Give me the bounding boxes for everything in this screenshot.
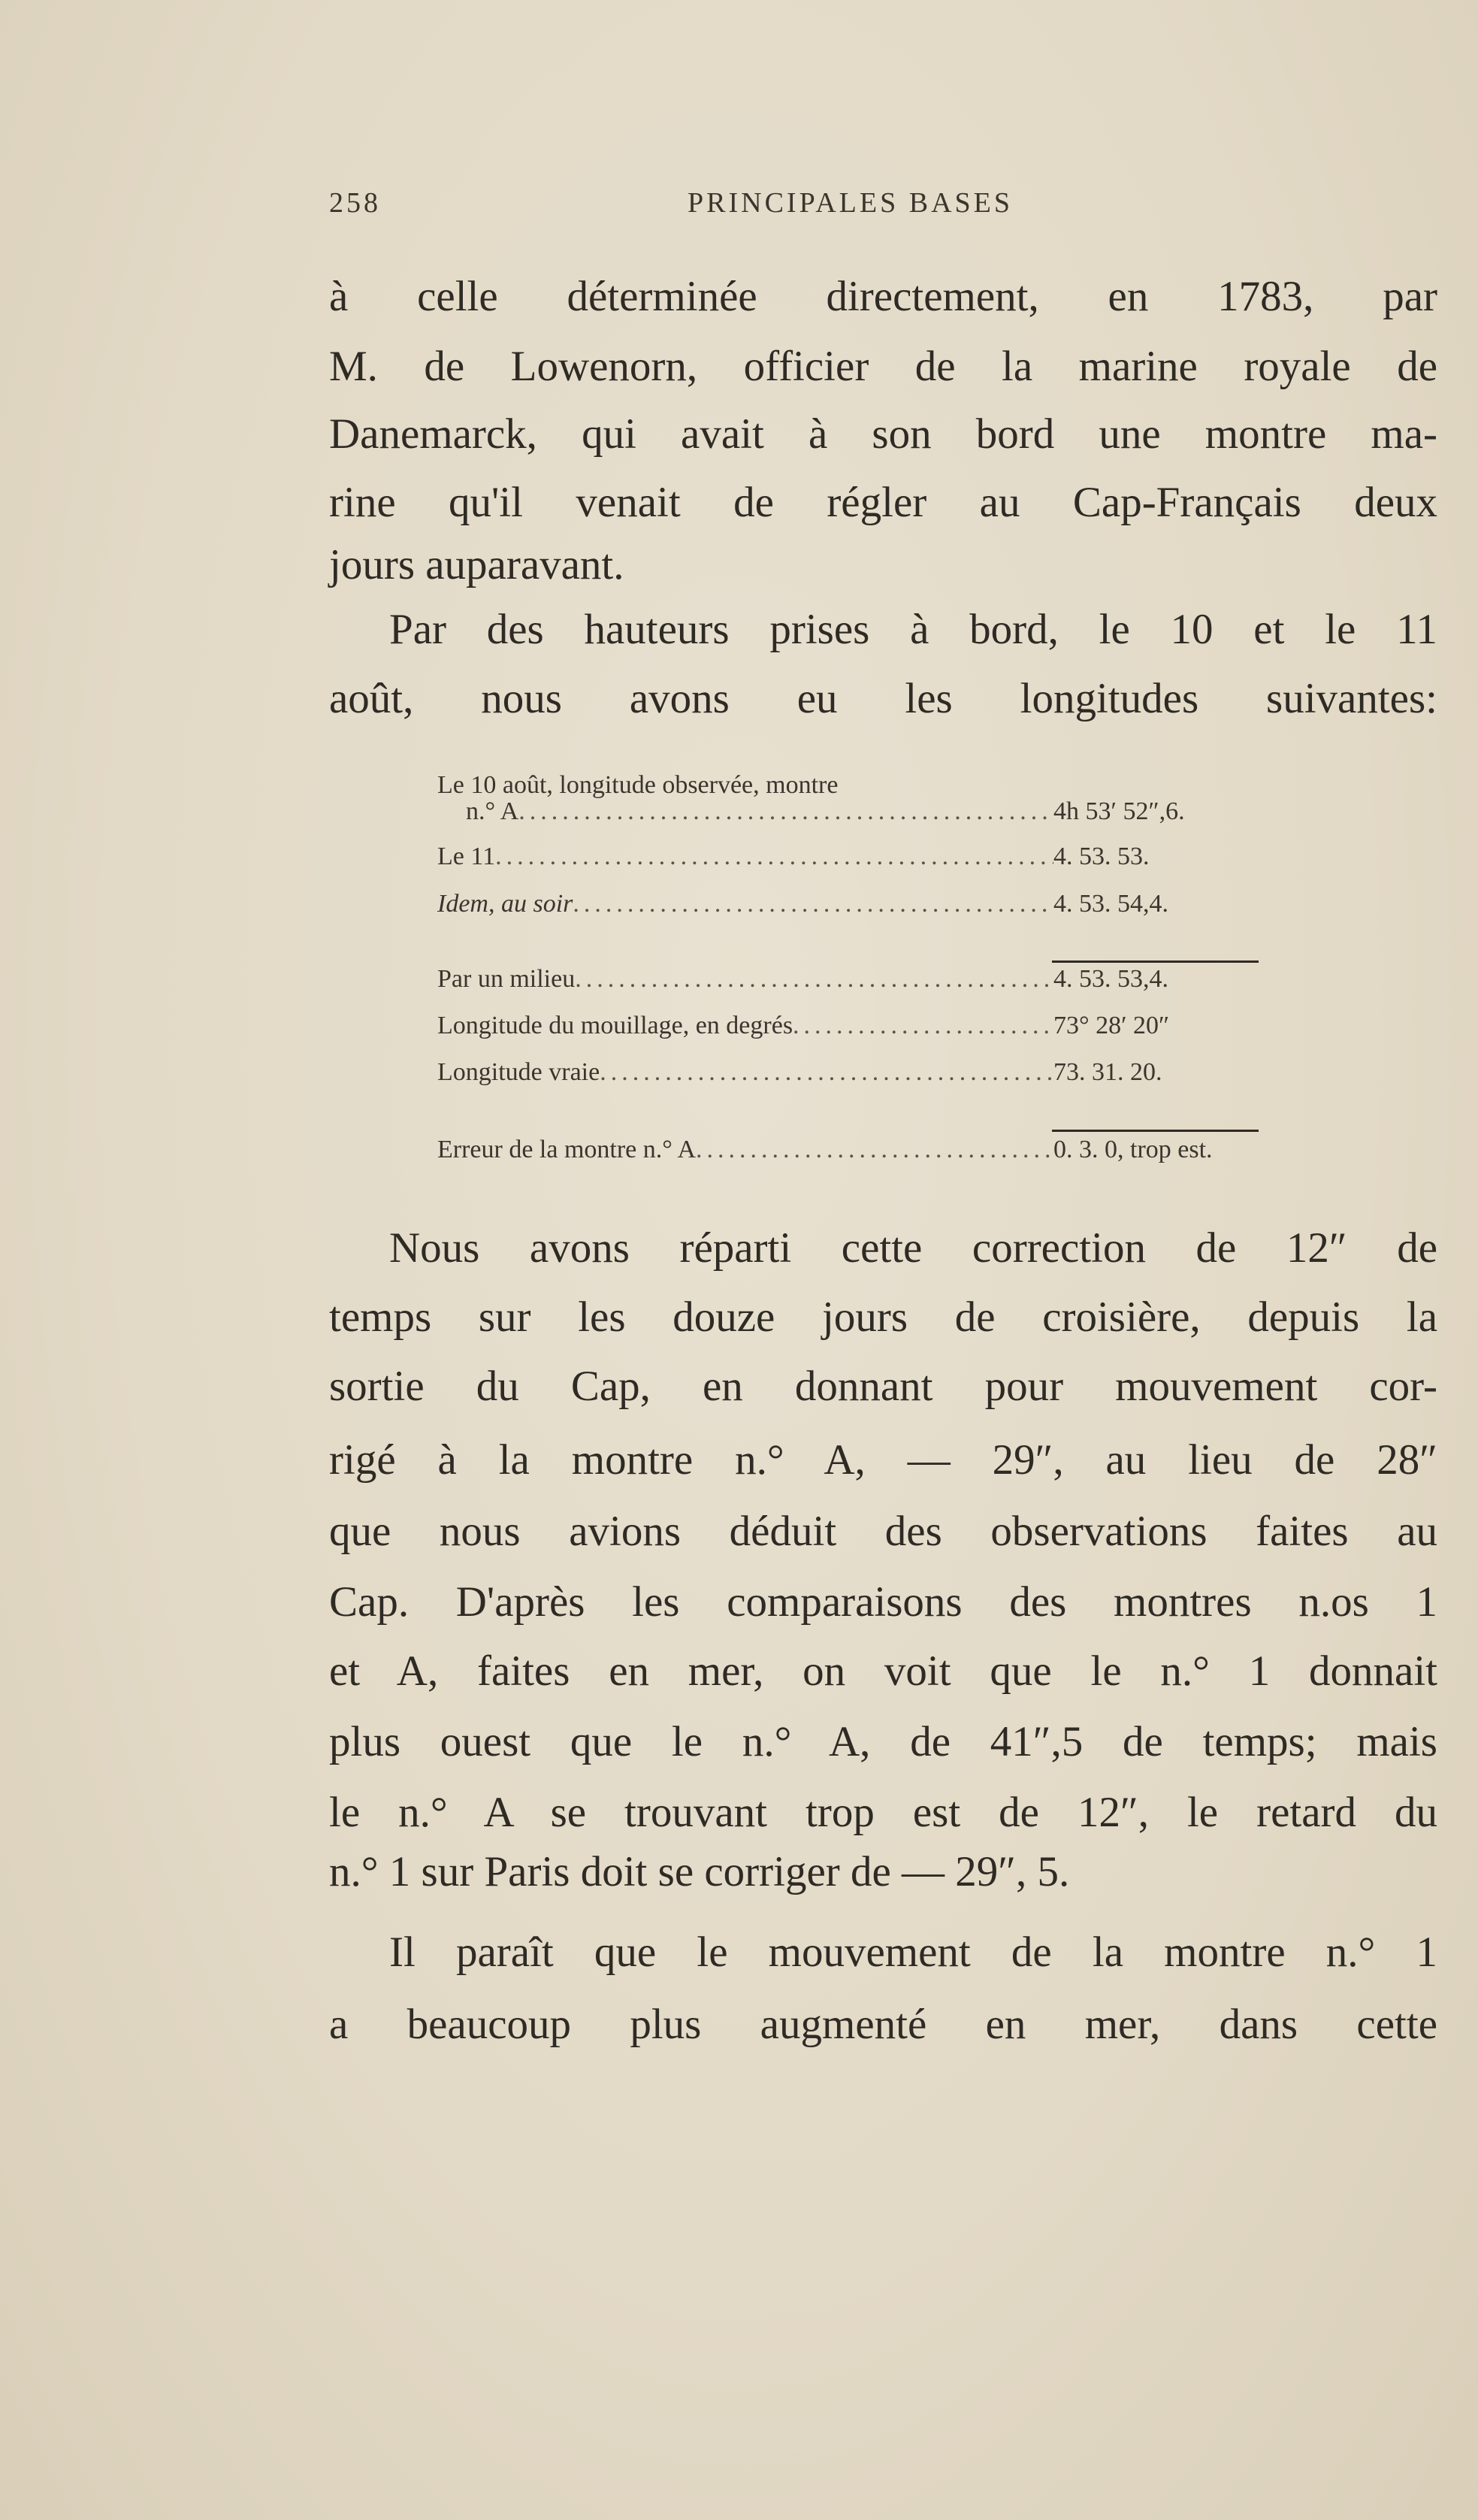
dot-leader bbox=[575, 961, 1053, 998]
row-label: Erreur de la montre n.° A bbox=[437, 1136, 697, 1163]
dot-leader bbox=[495, 838, 1053, 876]
table-heading-text: Le 10 août, longitude observée, montre bbox=[437, 771, 839, 799]
sum-rule bbox=[1052, 961, 1259, 963]
dot-leader bbox=[518, 793, 1053, 830]
table-row bbox=[437, 961, 1377, 998]
table-row bbox=[437, 885, 1377, 923]
table-row bbox=[437, 1054, 1377, 1091]
text-line: rine qu'il venait de régler au Cap-Français deux bbox=[329, 479, 1437, 526]
sum-rule bbox=[1052, 1130, 1259, 1132]
text-line: Danemarck, qui avait à son bord une montre ma- bbox=[329, 410, 1437, 458]
text-line: et A, faites en mer, on voit que le n.° 1 donnait bbox=[329, 1647, 1437, 1695]
text-line: M. de Lowenorn, officier de la marine royale de bbox=[329, 343, 1437, 390]
row-value: 73° 28′ 20″ bbox=[1053, 1012, 1170, 1039]
row-label: Longitude vraie bbox=[437, 1058, 600, 1086]
dot-leader bbox=[573, 885, 1053, 923]
row-value: 4h 53′ 52″,6. bbox=[1053, 797, 1185, 825]
text-line: Nous avons réparti cette correction de 12″ de bbox=[389, 1224, 1437, 1272]
text-line: sortie du Cap, en donnant pour mouvement cor- bbox=[329, 1363, 1437, 1410]
text-line: rigé à la montre n.° A, — 29″, au lieu de 28″ bbox=[329, 1436, 1437, 1484]
row-value: 4. 53. 53,4. bbox=[1053, 965, 1168, 993]
text-line: Il paraît que le mouvement de la montre n.° 1 bbox=[389, 1929, 1437, 1976]
row-label: Longitude du mouillage, en degrés bbox=[437, 1012, 793, 1039]
row-label: Idem, au soir bbox=[437, 890, 573, 918]
text-line: a beaucoup plus augmenté en mer, dans cette bbox=[329, 2001, 1437, 2048]
text-line: plus ouest que le n.° A, de 41″,5 de temps; mais bbox=[329, 1718, 1437, 1765]
text-line: jours auparavant. bbox=[329, 541, 624, 588]
table-row bbox=[437, 838, 1377, 876]
dot-leader bbox=[793, 1007, 1053, 1045]
page-number: 258 bbox=[329, 187, 381, 219]
table-row bbox=[466, 793, 1377, 830]
dot-leader bbox=[600, 1054, 1053, 1091]
text-line: à celle déterminée directement, en 1783, par bbox=[329, 273, 1437, 320]
text-line: Cap. D'après les comparaisons des montres n.os 1 bbox=[329, 1578, 1437, 1626]
table-row bbox=[437, 1007, 1377, 1045]
text-line: n.° 1 sur Paris doit se corriger de — 29″, 5. bbox=[329, 1848, 1070, 1895]
row-value: 0. 3. 0, trop est. bbox=[1053, 1136, 1213, 1163]
dot-leader bbox=[696, 1131, 1053, 1169]
row-label: Le 11 bbox=[437, 843, 496, 870]
text-line: Par des hauteurs prises à bord, le 10 et le 11 bbox=[389, 606, 1437, 653]
row-value: 4. 53. 53. bbox=[1053, 843, 1150, 870]
row-value: 4. 53. 54,4. bbox=[1053, 890, 1168, 918]
text-line: temps sur les douze jours de croisière, depuis la bbox=[329, 1293, 1437, 1341]
text-line: août, nous avons eu les longitudes suivantes: bbox=[329, 675, 1437, 722]
running-title: PRINCIPALES BASES bbox=[688, 187, 1013, 219]
row-value: 73. 31. 20. bbox=[1053, 1058, 1162, 1086]
row-label: n.° A bbox=[466, 797, 519, 825]
table-row bbox=[437, 1131, 1377, 1169]
text-line: que nous avions déduit des observations faites au bbox=[329, 1508, 1437, 1555]
row-label: Par un milieu bbox=[437, 965, 576, 993]
text-line: le n.° A se trouvant trop est de 12″, le retard du bbox=[329, 1789, 1437, 1836]
